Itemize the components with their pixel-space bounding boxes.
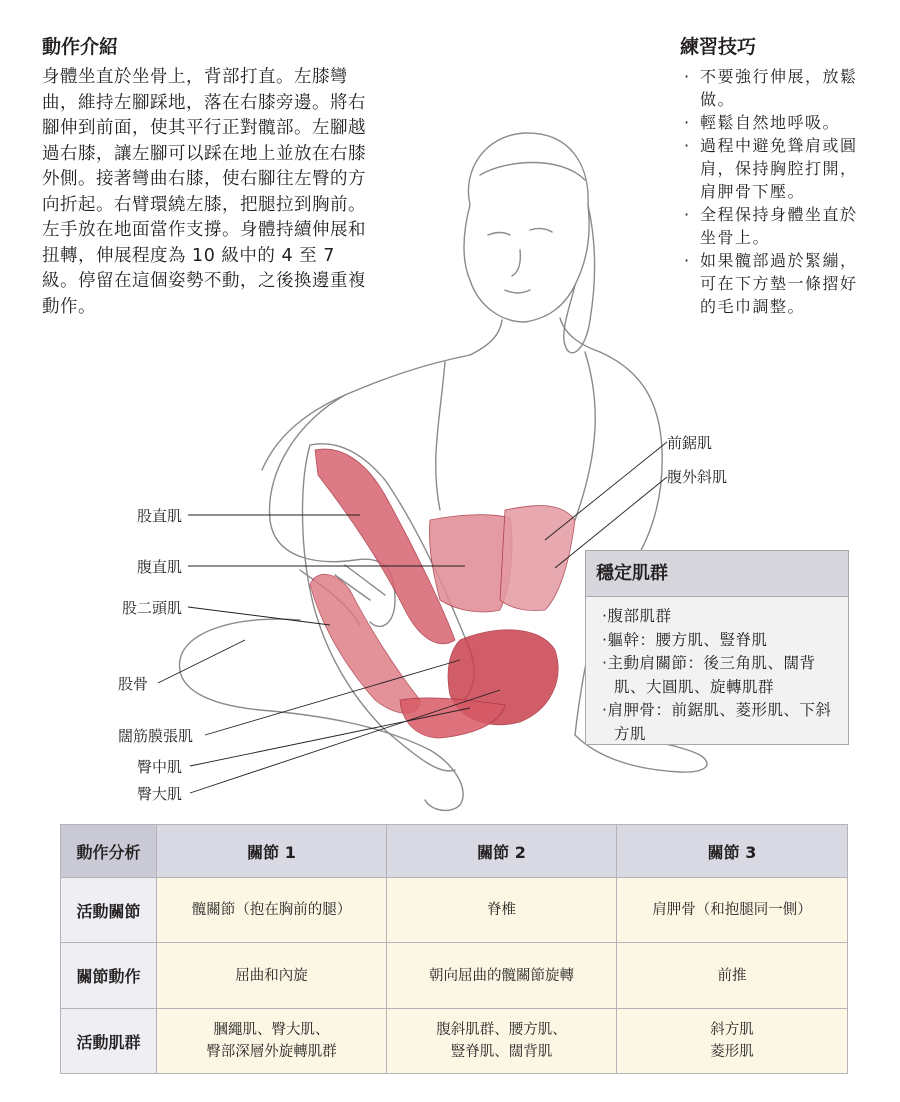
stabilizer-item: ·肩胛骨：前鋸肌、菱形肌、下斜方肌 xyxy=(602,701,832,743)
tip-item: · 不要強行伸展，放鬆做。 xyxy=(684,67,858,109)
tip-item: · 全程保持身體坐直於坐骨上。 xyxy=(684,205,858,247)
leader-tfl xyxy=(205,660,460,735)
bullet-mark: · xyxy=(684,113,691,132)
tip-item: · 過程中避免聳肩或圓肩，保持胸腔打開，肩胛骨下壓。 xyxy=(684,136,858,201)
label-rectus-femoris: 股直肌 xyxy=(137,507,183,525)
neck-outline xyxy=(470,318,600,355)
label-biceps-femoris: 股二頭肌 xyxy=(122,599,183,617)
tip-item: · 輕鬆自然地呼吸。 xyxy=(684,113,841,132)
table-cell: 屈曲和內旋 xyxy=(157,943,387,1009)
bullet-mark: · xyxy=(684,136,691,155)
table-header: 關節 3 xyxy=(617,825,848,878)
tank-top-outline xyxy=(436,352,596,520)
tip-item: · 如果髖部過於緊繃，可在下方墊一條摺好的毛巾調整。 xyxy=(684,251,858,316)
hand-outline xyxy=(300,565,385,625)
leader-femur xyxy=(158,640,245,683)
table-cell: 肩胛骨（和抱腿同一側） xyxy=(617,878,848,943)
label-gluteus-maximus: 臀大肌 xyxy=(137,785,183,803)
external-oblique-muscle xyxy=(500,506,575,611)
bullet-mark: · xyxy=(684,67,691,86)
bullet-mark: · xyxy=(684,251,691,270)
leader-gluteus-maximus xyxy=(190,690,500,793)
tips-list xyxy=(680,65,860,318)
table-cell: 膕繩肌、臀大肌、 臀部深層外旋轉肌群 xyxy=(157,1009,387,1074)
rectus-abdominis-muscle xyxy=(429,515,511,612)
face-outline xyxy=(488,228,552,293)
intro-section xyxy=(42,32,372,320)
row-label: 活動關節 xyxy=(61,878,157,943)
table-row xyxy=(61,1009,848,1074)
label-gluteus-medius: 臀中肌 xyxy=(137,758,183,776)
muscle-group xyxy=(310,449,575,738)
tips-section xyxy=(680,32,860,318)
tfl-muscle xyxy=(400,698,505,738)
stabilizer-heading: 穩定肌群 xyxy=(586,551,848,597)
rectus-femoris-muscle xyxy=(315,449,455,644)
stabilizer-list xyxy=(586,597,848,746)
hair-outline xyxy=(480,163,595,353)
intro-heading: 動作介紹 xyxy=(42,36,119,58)
stabilizer-item: ·主動肩關節：後三角肌、闊背肌、大圓肌、旋轉肌群 xyxy=(602,654,816,696)
stabilizer-box xyxy=(585,550,849,745)
leader-gluteus-medius xyxy=(190,708,470,766)
raised-shin-outline xyxy=(303,445,456,771)
table-header-row xyxy=(61,825,848,878)
table-cell: 朝向屈曲的髖關節旋轉 xyxy=(387,943,617,1009)
label-tfl: 闊筋膜張肌 xyxy=(118,727,194,745)
table-header: 關節 2 xyxy=(387,825,617,878)
biceps-femoris-muscle xyxy=(310,574,420,713)
analysis-table xyxy=(60,824,848,1074)
tips-heading: 練習技巧 xyxy=(680,36,757,58)
bullet-mark: · xyxy=(684,205,691,224)
label-femur: 股骨 xyxy=(118,675,149,693)
leader-biceps-femoris xyxy=(188,607,330,625)
table-header: 動作分析 xyxy=(61,825,157,878)
table-header: 關節 1 xyxy=(157,825,387,878)
head-outline xyxy=(464,133,589,322)
table-cell: 腹斜肌群、腰方肌、 豎脊肌、闊背肌 xyxy=(387,1009,617,1074)
row-label: 活動肌群 xyxy=(61,1009,157,1074)
stabilizer-item: ·軀幹：腰方肌、豎脊肌 xyxy=(602,630,768,649)
gluteus-maximus-muscle xyxy=(448,630,558,725)
table-cell: 斜方肌 菱形肌 xyxy=(617,1009,848,1074)
leader-serratus xyxy=(545,442,667,540)
arm-outline xyxy=(270,395,395,626)
label-external-oblique: 腹外斜肌 xyxy=(667,468,728,486)
table-cell: 前推 xyxy=(617,943,848,1009)
label-serratus: 前鋸肌 xyxy=(667,434,713,452)
label-rectus-abdominis: 腹直肌 xyxy=(137,558,183,576)
table-cell: 髖關節（抱在胸前的腿） xyxy=(157,878,387,943)
intro-body: 身體坐直於坐骨上，背部打直。左膝彎曲，維持左腳踩地，落在右膝旁邊。將右腳伸到前面，使其平行正對髖部。左腳越過右膝，讓左腳可以踩在地上並放在右膝外側。接著彎曲右膝，使右腳往左臀的方向折起。右臂環繞左膝，把腿拉到胸前。左手放在地面當作支撐。身體持續伸展和扭轉，伸展程度為 10 級中的 4 至 7 級。停留在這個姿勢不動，之後換邊重複動作。 xyxy=(42,67,366,317)
raised-leg-outline xyxy=(310,444,474,705)
floor-leg-outline xyxy=(180,619,464,810)
row-label: 關節動作 xyxy=(61,943,157,1009)
stabilizer-item: ·腹部肌群 xyxy=(602,607,672,625)
table-cell: 脊椎 xyxy=(387,878,617,943)
table-row xyxy=(61,878,848,943)
table-row xyxy=(61,943,848,1009)
